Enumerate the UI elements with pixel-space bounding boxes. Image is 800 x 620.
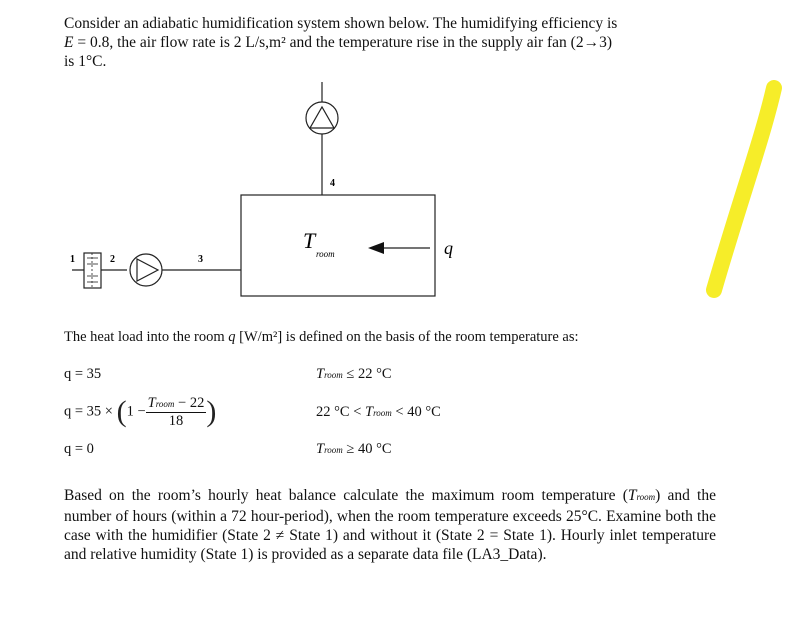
equation-q1: q = 35 bbox=[64, 366, 102, 382]
heat-load-unit: [W/m²] is defined on the basis of the room temperature as: bbox=[235, 329, 579, 345]
equation-q2: q = 35 × (1 − $\frac{\text{Troom − 22}}{18}$ ) bbox=[64, 395, 217, 429]
condition-1-sub: room bbox=[324, 370, 343, 380]
task-paragraph bbox=[64, 486, 716, 564]
state-2-label: 2 bbox=[110, 254, 115, 265]
condition-1-rest: ≤ 22 °C bbox=[342, 366, 392, 382]
room-box bbox=[241, 195, 435, 296]
heat-load-paragraph bbox=[64, 328, 724, 347]
condition-2-var: T bbox=[365, 404, 374, 420]
task-text-b: ) and the number of hours (within a 72 hour-period), when the room temperature exceeds 25°C. Examine both the case with the humidifier (State 2 ≠ State 1) and without it (State 2 = State 1). Hourly inlet temperature and relative humidity (State 1) is provided as a separate data file (LA3_Data). bbox=[64, 487, 716, 563]
intro-line-3: is 1°C. bbox=[64, 53, 107, 70]
fraction-numerator-var: T bbox=[147, 395, 156, 411]
fraction-denominator: 18 bbox=[168, 413, 184, 429]
task-room-sub: room bbox=[636, 492, 656, 502]
heat-load-variable: q bbox=[228, 329, 236, 345]
equation-q2-inner: 1 − bbox=[126, 403, 146, 420]
condition-3-sub: room bbox=[324, 445, 343, 455]
equation-q2-prefix: q = 35 × bbox=[64, 403, 117, 420]
task-room-var: T bbox=[627, 487, 637, 504]
efficiency-variable: E bbox=[64, 34, 74, 51]
state-1-label: 1 bbox=[70, 254, 75, 265]
state-4-label: 4 bbox=[330, 178, 335, 189]
condition-3-var: T bbox=[316, 441, 325, 457]
heat-load-text: The heat load into the room bbox=[64, 329, 229, 345]
equation-q2-fraction bbox=[146, 395, 207, 429]
condition-2-rest: < 40 °C bbox=[391, 404, 441, 420]
equation-q3: q = 0 bbox=[64, 441, 94, 457]
condition-2-sub: room bbox=[373, 408, 392, 418]
condition-2 bbox=[316, 404, 441, 421]
highlighter-stroke bbox=[700, 80, 790, 310]
intro-line-2: = 0.8, the air flow rate is 2 L/s,m² and the temperature rise in the supply air fan (2→3) bbox=[73, 34, 612, 51]
heat-load-label: q bbox=[444, 238, 453, 258]
condition-1-var: T bbox=[316, 366, 325, 382]
condition-3 bbox=[316, 441, 392, 458]
intro-line-1: Consider an adiabatic humidification system shown below. The humidifying efficiency is bbox=[64, 15, 618, 32]
fraction-numerator-rest: − 22 bbox=[174, 395, 205, 411]
condition-2-pre: 22 °C < bbox=[316, 404, 366, 420]
condition-3-rest: ≥ 40 °C bbox=[342, 441, 392, 457]
task-text-a: Based on the room’s hourly heat balance calculate the maximum room temperature ( bbox=[64, 487, 628, 504]
room-temp-subscript: room bbox=[316, 249, 335, 259]
fraction-numerator-sub: room bbox=[155, 399, 175, 409]
room-temp-label: T bbox=[303, 228, 316, 253]
state-3-label: 3 bbox=[198, 254, 203, 265]
condition-1 bbox=[316, 366, 392, 383]
